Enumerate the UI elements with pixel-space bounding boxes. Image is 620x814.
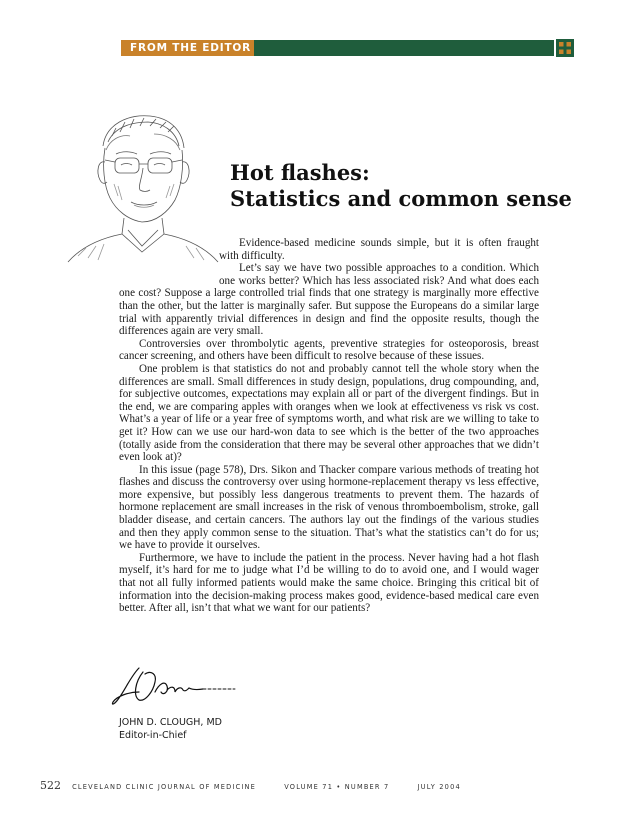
portrait-wrap-spacer [119,237,219,286]
section-label: FROM THE EDITOR [121,40,254,56]
paragraph: Evidence-based medicine sounds simple, but it is often fraught with difficulty. [219,237,539,262]
article-title [230,160,590,212]
article-body [119,237,539,615]
journal-logo-icon [556,39,574,57]
paragraph: Let’s say we have two possible approaches to a condition. Which one works better? Which has less associated risk? And what does each one cost? Suppose a large controlled trial finds that one strategy is marginally more effective than the other, but the latter is marginally safer. But suppose the Europeans do a similar large trial with apparently trivial differences in design and find the opposite results, though the differences again are very small. [119,262,539,338]
volume-number: VOLUME 71 • NUMBER 7 [284,783,390,791]
author-name: JOHN D. CLOUGH, MD [119,717,222,728]
journal-name: CLEVELAND CLINIC JOURNAL OF MEDICINE [72,783,257,791]
paragraph: Controversies over thrombolytic agents, preventive strategies for osteoporosis, breast cancer screening, and others have been difficult to resolve because of these issues. [119,337,539,363]
page-number: 522 [40,779,61,792]
section-header-bar [121,40,554,56]
page-footer [40,774,461,793]
article-title-line-1: Hot flashes: [230,160,370,185]
author-block [119,716,222,742]
paragraph: One problem is that statistics do not and probably cannot tell the whole story when the differences are small. Small differences in study design, populations, drug compounding, and, for subjective outcomes, expectations may explain all or part of the divergent findings. But in the end, we are comparing apples with oranges when we look at effectiveness vs risk vs cost. What’s a year of life or a year free of symptoms worth, and what risk are we willing to take to get it? How can we use our hard-won data to see which is the better of the two approaches (totally aside from the consideration that there may be several other approaches that we didn’t even look at)? [119,362,539,464]
paragraph: Furthermore, we have to include the patient in the process. Never having had a hot flash myself, it’s hard for me to judge what I’d be willing to do to avoid one, and I would wager that not all fully informed patients would make the same choice. Bringing this critical bit of information into the decision-making process makes good, evidence-based medical care even better. After all, isn’t that what we want for our patients? [119,551,539,615]
paragraph: In this issue (page 578), Drs. Sikon and Thacker compare various methods of treating hot flashes and discuss the controversy over using hormone-replacement therapy vs less effective, more expensive, but possibly less dangerous treatments to prevent them. The hazards of hormone replacement are small increases in the risk of venous thromboembolism, stroke, gall bladder disease, and certain cancers. The authors lay out the findings of the various studies and then they apply common sense to the situation. That’s what the statistics can’t do for us; we have to provide it ourselves. [119,463,539,552]
author-role: Editor-in-Chief [119,730,187,741]
issue-date: JULY 2004 [417,783,461,791]
author-signature [109,662,239,712]
article-title-line-2: Statistics and common sense [230,186,572,211]
